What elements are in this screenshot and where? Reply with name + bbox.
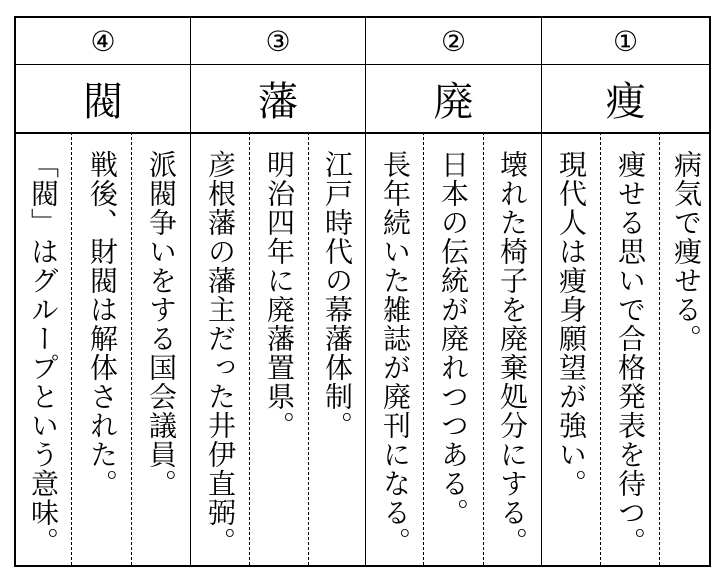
sentence-3: 現代人は痩身願望が強い。	[555, 150, 588, 498]
sentence-1: 江戸時代の幕藩体制。	[321, 150, 354, 440]
sentence-3: 彦根藩の藩主だった井伊直弼。	[204, 150, 237, 556]
column-number: ②	[366, 18, 541, 65]
example-sentences	[542, 132, 709, 565]
sentence-2: 痩せる思いで合格発表を待つ。	[614, 150, 647, 556]
sentence-1: 病気で痩せる。	[670, 150, 703, 353]
sentence-2: 日本の伝統が廃れつつある。	[437, 150, 470, 527]
column-2	[366, 18, 542, 565]
example-sentences	[16, 132, 190, 565]
column-4	[16, 18, 191, 565]
column-number: ④	[16, 18, 190, 65]
sentence-3: 長年続いた雑誌が廃刊になる。	[379, 150, 412, 556]
column-kanji: 廃	[366, 64, 541, 134]
column-kanji: 閥	[16, 64, 190, 134]
sentence-1: 派閥争いをする国会議員。	[145, 150, 178, 498]
sentence-2: 明治四年に廃藩置県。	[263, 150, 296, 440]
sentence-2: 戦後、財閥は解体された。	[86, 150, 119, 498]
column-number: ①	[542, 18, 709, 65]
column-number: ③	[191, 18, 365, 65]
column-kanji: 痩	[542, 64, 709, 134]
sentence-3: 「閥」はグループという意味。	[27, 150, 60, 556]
column-1	[542, 18, 709, 565]
column-kanji: 藩	[191, 64, 365, 134]
sentence-1: 壊れた椅子を廃棄処分にする。	[496, 150, 529, 556]
example-sentences	[191, 132, 365, 565]
example-sentences	[366, 132, 541, 565]
column-3	[191, 18, 366, 565]
kanji-worksheet	[14, 16, 711, 567]
